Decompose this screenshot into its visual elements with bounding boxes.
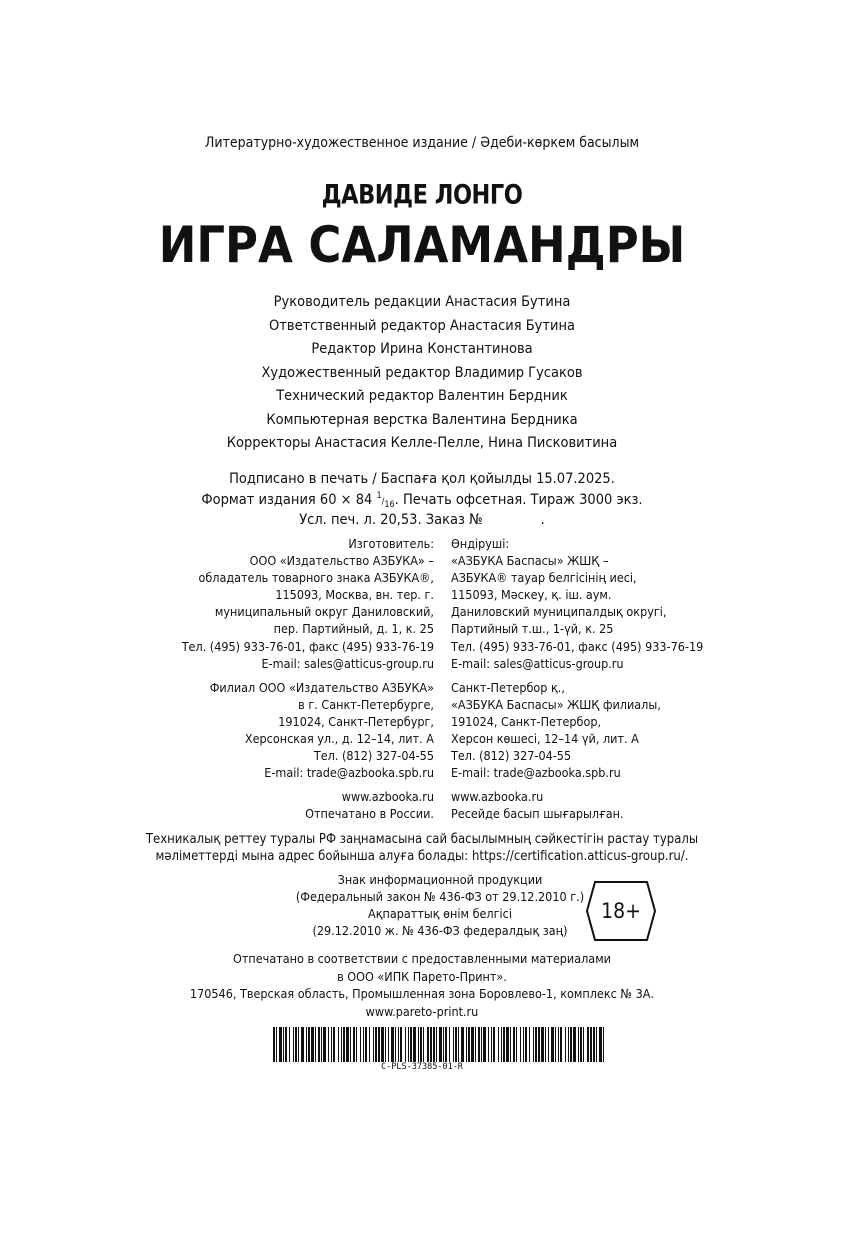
barcode-bar xyxy=(516,1027,517,1062)
barcode-bar xyxy=(331,1027,332,1062)
age-rating-badge xyxy=(585,880,657,942)
barcode-bar xyxy=(365,1027,367,1062)
barcode-bar xyxy=(311,1027,314,1062)
barcode-bar xyxy=(328,1027,329,1062)
barcode-bar xyxy=(315,1027,316,1062)
format-prefix: Формат издания 60 × 84 xyxy=(201,491,377,508)
manufacturer-kz-line: «АЗБУКА Баспасы» ЖШҚ – xyxy=(451,553,609,569)
manufacturer-ru-line: ООО «Издательство АЗБУКА» – xyxy=(249,553,434,569)
barcode-bar xyxy=(273,1027,275,1062)
barcode-bar xyxy=(551,1027,554,1062)
barcode-bar xyxy=(289,1027,290,1062)
manufacturer-kz xyxy=(451,535,703,823)
barcode-bar xyxy=(413,1027,416,1062)
branch-ru-line: Херсонская ул., д. 12–14, лит. А xyxy=(244,731,434,747)
manufacturer-ru-line: муниципальный округ Даниловский, xyxy=(214,604,434,620)
barcode-bar xyxy=(343,1027,345,1062)
barcode-bar xyxy=(538,1027,540,1062)
printer-line: Отпечатано в соответствии с предоставленными материалами xyxy=(233,951,611,966)
manufacturer-kz-line: АЗБУКА® тауар белгісінің иесі, xyxy=(451,570,637,586)
format-denominator: 16 xyxy=(384,499,395,510)
barcode-bar xyxy=(461,1027,464,1062)
barcode-bar xyxy=(408,1027,409,1062)
printed-in-ru: Отпечатано в России. xyxy=(305,806,434,822)
barcode-bar xyxy=(398,1027,399,1062)
barcode-bar xyxy=(535,1027,537,1062)
staff-line: Художественный редактор Владимир Гусаков xyxy=(261,364,583,381)
barcode-bar xyxy=(573,1027,576,1062)
barcode-bar xyxy=(466,1027,467,1062)
barcode-bar xyxy=(481,1027,482,1062)
author-name: ДАВИДЕ ЛОНГО xyxy=(321,179,523,210)
branch-ru-line: Тел. (812) 327-04-55 xyxy=(313,748,434,764)
barcode-bar xyxy=(599,1027,602,1062)
barcode-bar xyxy=(418,1027,419,1062)
barcode-bar xyxy=(449,1027,450,1062)
barcode-bar xyxy=(350,1027,351,1062)
barcode-bar xyxy=(378,1027,380,1062)
barcode-bar xyxy=(570,1027,572,1062)
barcode-bar xyxy=(471,1027,474,1062)
barcode-bar xyxy=(388,1027,389,1062)
format-line xyxy=(0,490,844,511)
manufacturer-kz-line: Өндіруші: xyxy=(451,536,510,551)
barcode-bar xyxy=(301,1027,304,1062)
branch-ru-line: в г. Санкт-Петербурге, xyxy=(298,696,434,712)
barcode-bar xyxy=(525,1027,527,1062)
barcode-bar xyxy=(555,1027,556,1062)
staff-line: Редактор Ирина Константинова xyxy=(311,341,533,357)
barcode-bar xyxy=(548,1027,549,1062)
printer-line: 170546, Тверская область, Промышленная зона Боровлево-1, комплекс № 3А. xyxy=(189,986,655,1001)
manufacturer-kz-line: Партийный т.ш., 1-үй, к. 25 xyxy=(451,621,614,637)
barcode-bar xyxy=(430,1027,432,1062)
branch-kz-line: «АЗБУКА Баспасы» ЖШҚ филиалы, xyxy=(451,696,661,712)
barcode-bar xyxy=(458,1027,459,1062)
printer-line: в ООО «ИПК Парето-Принт». xyxy=(337,968,507,984)
barcode-bar xyxy=(596,1027,597,1062)
info-mark-line: (29.12.2010 ж. № 436-ФЗ федералдық заң) xyxy=(312,923,568,938)
info-mark-line: Знак информационной продукции xyxy=(337,872,543,887)
certification-line: мәліметтерді мына адрес бойынша алуға болады: https://certification.atticus-group.ru/. xyxy=(155,849,689,864)
format-separator: / xyxy=(381,496,385,507)
barcode-bar xyxy=(363,1027,364,1062)
staff-line: Руководитель редакции Анастасия Бутина xyxy=(273,294,571,310)
barcode-bar xyxy=(513,1027,515,1062)
barcode-bar xyxy=(541,1027,544,1062)
branch-ru-line: 191024, Санкт-Петербург, xyxy=(278,713,434,729)
branch-kz-line: Санкт-Петербор қ., xyxy=(451,679,565,695)
book-title: ИГРА САЛАМАНДРЫ xyxy=(158,216,686,274)
barcode-bar xyxy=(306,1027,307,1062)
branch-kz-line: 191024, Санкт-Петербор, xyxy=(451,713,602,729)
barcode-bar xyxy=(580,1027,582,1062)
barcode-bar xyxy=(483,1027,486,1062)
barcode-bar xyxy=(427,1027,429,1062)
branch-kz-line: E-mail: trade@azbooka.spb.ru xyxy=(451,765,621,781)
barcode-bar xyxy=(558,1027,559,1062)
barcode-bar xyxy=(453,1027,454,1062)
printer-line: www.pareto-print.ru xyxy=(365,1003,479,1019)
barcode-bar xyxy=(346,1027,349,1062)
barcode-bar xyxy=(501,1027,502,1062)
barcode-bar xyxy=(478,1027,480,1062)
barcode-bar xyxy=(353,1027,355,1062)
publication-details xyxy=(0,469,844,531)
info-mark-line: Ақпараттық өнім белгісі xyxy=(368,906,512,921)
barcode-bar xyxy=(506,1027,509,1062)
barcode-bar xyxy=(436,1027,437,1062)
barcode-bar xyxy=(423,1027,424,1062)
certification-line: Техникалық реттеу туралы РФ заңнамасына сай басылымның сәйкестігін растау туралы xyxy=(145,832,699,847)
manufacturer-kz-line: Даниловский муниципалдық округі, xyxy=(451,604,667,620)
barcode-bar xyxy=(400,1027,402,1062)
barcode-bar xyxy=(375,1027,377,1062)
printer-info xyxy=(0,950,844,1020)
barcode-bar xyxy=(587,1027,589,1062)
barcode-bar xyxy=(341,1027,342,1062)
barcode-bar xyxy=(295,1027,297,1062)
genre-line: Литературно-художественное издание / Әдеби-көркем басылым xyxy=(204,135,640,151)
barcode-bar xyxy=(338,1027,339,1062)
barcode-bar xyxy=(308,1027,310,1062)
branch-kz-line: Херсон көшесі, 12–14 үй, лит. А xyxy=(451,731,639,747)
manufacturer-kz-line: 115093, Мәскеу, қ. іш. аум. xyxy=(451,587,612,603)
barcode-bar xyxy=(503,1027,505,1062)
barcode-bar xyxy=(293,1027,294,1062)
information-product-mark xyxy=(290,871,590,939)
barcode-bar xyxy=(468,1027,470,1062)
barcode-bar xyxy=(439,1027,442,1062)
barcode-bar xyxy=(298,1027,299,1062)
staff-line: Ответственный редактор Анастасия Бутина xyxy=(269,317,575,334)
barcode-bar xyxy=(493,1027,495,1062)
barcode-bar xyxy=(510,1027,511,1062)
barcode-bar xyxy=(420,1027,422,1062)
sheets-order: Усл. печ. л. 20,53. Заказ № . xyxy=(299,512,545,528)
barcode-bar xyxy=(385,1027,386,1062)
manufacturer-ru-line: Изготовитель: xyxy=(348,536,434,551)
barcode-bar xyxy=(545,1027,546,1062)
manufacturer-ru-line: Тел. (495) 933-76-01, факс (495) 933-76-19 xyxy=(181,638,434,654)
barcode-bar xyxy=(369,1027,370,1062)
manufacturer-kz-line: Тел. (495) 933-76-01, факс (495) 933-76-19 xyxy=(451,638,704,654)
age-rating-text: 18+ xyxy=(601,899,641,923)
barcode-bar xyxy=(491,1027,492,1062)
barcode-bar xyxy=(488,1027,489,1062)
barcode-bar xyxy=(443,1027,444,1062)
website-ru: www.azbooka.ru xyxy=(341,789,434,805)
barcode-bar xyxy=(593,1027,595,1062)
barcode-bar xyxy=(583,1027,584,1062)
barcode-bar xyxy=(318,1027,320,1062)
barcode-bar xyxy=(381,1027,384,1062)
barcode-bar xyxy=(603,1027,604,1062)
certification-note xyxy=(0,831,844,865)
barcode-bar xyxy=(560,1027,562,1062)
barcode-bar xyxy=(285,1027,287,1062)
barcode-icon xyxy=(273,1027,605,1062)
barcode-bar xyxy=(283,1027,284,1062)
editorial-staff xyxy=(0,291,844,456)
signed-date: Подписано в печать / Баспаға қол қойылды 15.07.2025. xyxy=(229,471,615,487)
barcode-bar xyxy=(523,1027,524,1062)
branch-kz-line: Тел. (812) 327-04-55 xyxy=(451,748,572,764)
barcode-bar xyxy=(578,1027,579,1062)
barcode-bar xyxy=(321,1027,322,1062)
barcode-bar xyxy=(433,1027,435,1062)
barcode-bar xyxy=(373,1027,374,1062)
barcode-bar xyxy=(410,1027,412,1062)
barcode-bar xyxy=(520,1027,521,1062)
manufacturer-ru xyxy=(182,535,434,823)
manufacturer-kz-line: E-mail: sales@atticus-group.ru xyxy=(451,655,624,671)
barcode-bar xyxy=(333,1027,335,1062)
barcode-bar xyxy=(529,1027,530,1062)
barcode-bar xyxy=(405,1027,406,1062)
manufacturer-ru-line: E-mail: sales@atticus-group.ru xyxy=(261,655,434,671)
staff-line: Компьютерная верстка Валентина Бердника xyxy=(266,411,578,428)
staff-line: Корректоры Анастасия Келле-Пелле, Нина Писковитина xyxy=(226,435,618,451)
barcode-label: C-PLS-37385-01-R xyxy=(381,1062,463,1072)
manufacturer-ru-line: пер. Партийный, д. 1, к. 25 xyxy=(273,621,434,637)
branch-ru-line: E-mail: trade@azbooka.spb.ru xyxy=(264,765,434,781)
barcode-bar xyxy=(395,1027,396,1062)
barcode-bar xyxy=(568,1027,569,1062)
format-suffix: . Печать офсетная. Тираж 3000 экз. xyxy=(394,491,643,508)
format-numerator: 1 xyxy=(376,490,382,501)
staff-line: Технический редактор Валентин Бердник xyxy=(276,388,568,404)
format-fraction xyxy=(376,490,395,510)
barcode-bar xyxy=(445,1027,447,1062)
printed-in-kz: Ресейде басып шығарылған. xyxy=(451,806,624,822)
branch-ru-line: Филиал ООО «Издательство АЗБУКА» xyxy=(209,679,434,695)
barcode-bar xyxy=(356,1027,357,1062)
info-mark-line: (Федеральный закон № 436-ФЗ от 29.12.2010 г.) xyxy=(295,889,585,904)
barcode-bar xyxy=(391,1027,394,1062)
barcode-bar xyxy=(276,1027,277,1062)
barcode-bar xyxy=(455,1027,457,1062)
manufacturer-ru-line: обладатель товарного знака АЗБУКА®, xyxy=(198,570,434,586)
barcode-bar xyxy=(533,1027,534,1062)
barcode-bar xyxy=(323,1027,326,1062)
barcode-bar xyxy=(475,1027,476,1062)
barcode-bar xyxy=(498,1027,499,1062)
barcode-bar xyxy=(565,1027,566,1062)
barcode-bar xyxy=(360,1027,361,1062)
barcode-bar xyxy=(590,1027,592,1062)
manufacturer-ru-line: 115093, Москва, вн. тер. г. xyxy=(275,587,434,603)
barcode-bar xyxy=(279,1027,282,1062)
website-kz: www.azbooka.ru xyxy=(451,789,544,805)
